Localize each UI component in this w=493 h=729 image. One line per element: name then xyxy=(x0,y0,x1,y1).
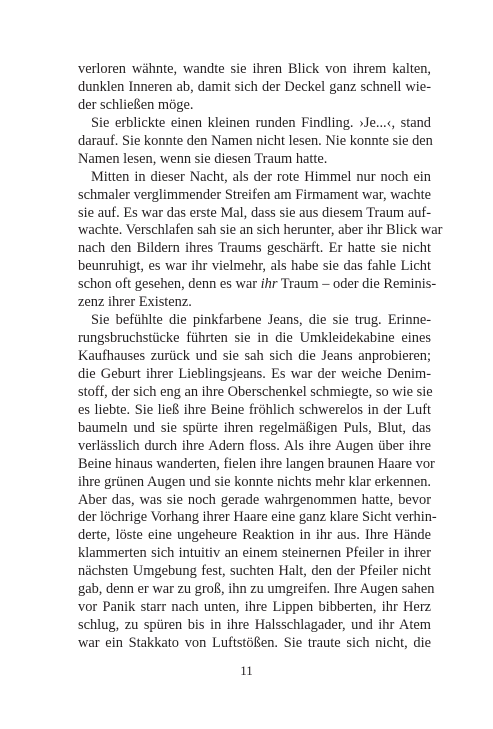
text-line: Namen lesen, wenn sie diesen Traum hatte. xyxy=(78,151,328,167)
text-line: es liebte. Sie ließ ihre Beine fröhlich schwerelos in der Luft xyxy=(78,402,431,418)
text-line: beunruhigt, es war ihr vielmehr, als habe sie das fahle Licht xyxy=(78,258,431,274)
text-line: darauf. Sie konnte den Namen nicht lesen. Nie konnte sie den xyxy=(78,133,433,149)
text-line: klammerten sich intuitiv an einem steinernen Pfeiler in ihrer xyxy=(78,545,431,561)
text-line: zenz ihrer Existenz. xyxy=(78,294,192,310)
text-line: der schließen möge. xyxy=(78,97,194,113)
text-line: der löchrige Vorhang ihrer Haare eine ganz klare Sicht verhin- xyxy=(78,509,437,525)
page-number: 11 xyxy=(240,663,253,678)
text-line-start: schon oft gesehen, denn es war xyxy=(78,276,258,292)
text-line: baumeln und sie spürte ihren regelmäßigen Puls, Blut, das xyxy=(78,420,431,436)
text-line: nach den Bildern ihres Traums geschärft. Er hatte sie nicht xyxy=(78,240,431,256)
text-line: ihre grünen Augen und sie konnte nichts mehr klar erkennen. xyxy=(78,474,431,490)
text-line: wachte. Verschlafen sah sie an sich herunter, aber ihr Blick war xyxy=(78,222,443,238)
text-line: schlug, zu spüren bis in ihre Halsschlagader, und ihr Atem xyxy=(78,617,431,633)
text-line: derte, löste eine ungeheure Reaktion in ihr aus. Ihre Hände xyxy=(78,527,431,543)
text-line: gab, denn er war zu groß, ihn zu umgreifen. Ihre Augen sahen xyxy=(78,581,435,597)
text-line: schmaler verglimmender Streifen am Firmament war, wachte xyxy=(78,187,431,203)
text-line: Sie befühlte die pinkfarbene Jeans, die sie trug. Erinne- xyxy=(91,312,431,328)
text-line xyxy=(78,274,437,294)
italic-emphasis: ihr xyxy=(260,276,278,292)
text-line: Beine hinaus wanderten, fielen ihre langen braunen Haare vor xyxy=(78,456,435,472)
text-line: die Geburt ihrer Lieblingsjeans. Es war der weiche Denim- xyxy=(78,366,431,382)
text-line: dunklen Inneren ab, damit sich der Deckel ganz schnell wie- xyxy=(78,79,431,95)
text-line-end: Traum – oder die Reminis- xyxy=(277,276,437,292)
text-line: Mitten in dieser Nacht, als der rote Himmel nur noch ein xyxy=(91,169,431,185)
text-line: nächsten Umgebung fest, suchten Halt, den der Pfeiler nicht xyxy=(78,563,431,579)
text-line: Kaufhauses zurück und sie sah sich die Jeans anprobieren; xyxy=(78,348,431,364)
text-line: sie auf. Es war das erste Mal, dass sie aus diesem Traum auf- xyxy=(78,205,431,221)
text-line: Sie erblickte einen kleinen runden Findling. ›Je...‹, stand xyxy=(91,115,431,131)
text-line: stoff, der sich eng an ihre Oberschenkel schmiegte, so wie sie xyxy=(78,384,433,400)
text-line: Aber das, was sie noch gerade wahrgenommen hatte, bevor xyxy=(78,492,431,508)
text-line: rungsbruchstücke führten sie in die Umkleidekabine eines xyxy=(78,330,431,346)
text-line: verloren wähnte, wandte sie ihren Blick von ihrem kalten, xyxy=(78,61,431,77)
text-line: verlässlich durch ihre Adern floss. Als ihre Augen über ihre xyxy=(78,438,431,454)
text-line: vor Panik starr nach unten, ihre Lippen bibberten, ihr Herz xyxy=(78,599,431,615)
text-line: war ein Stakkato von Luftstößen. Sie traute sich nicht, die xyxy=(78,635,431,651)
